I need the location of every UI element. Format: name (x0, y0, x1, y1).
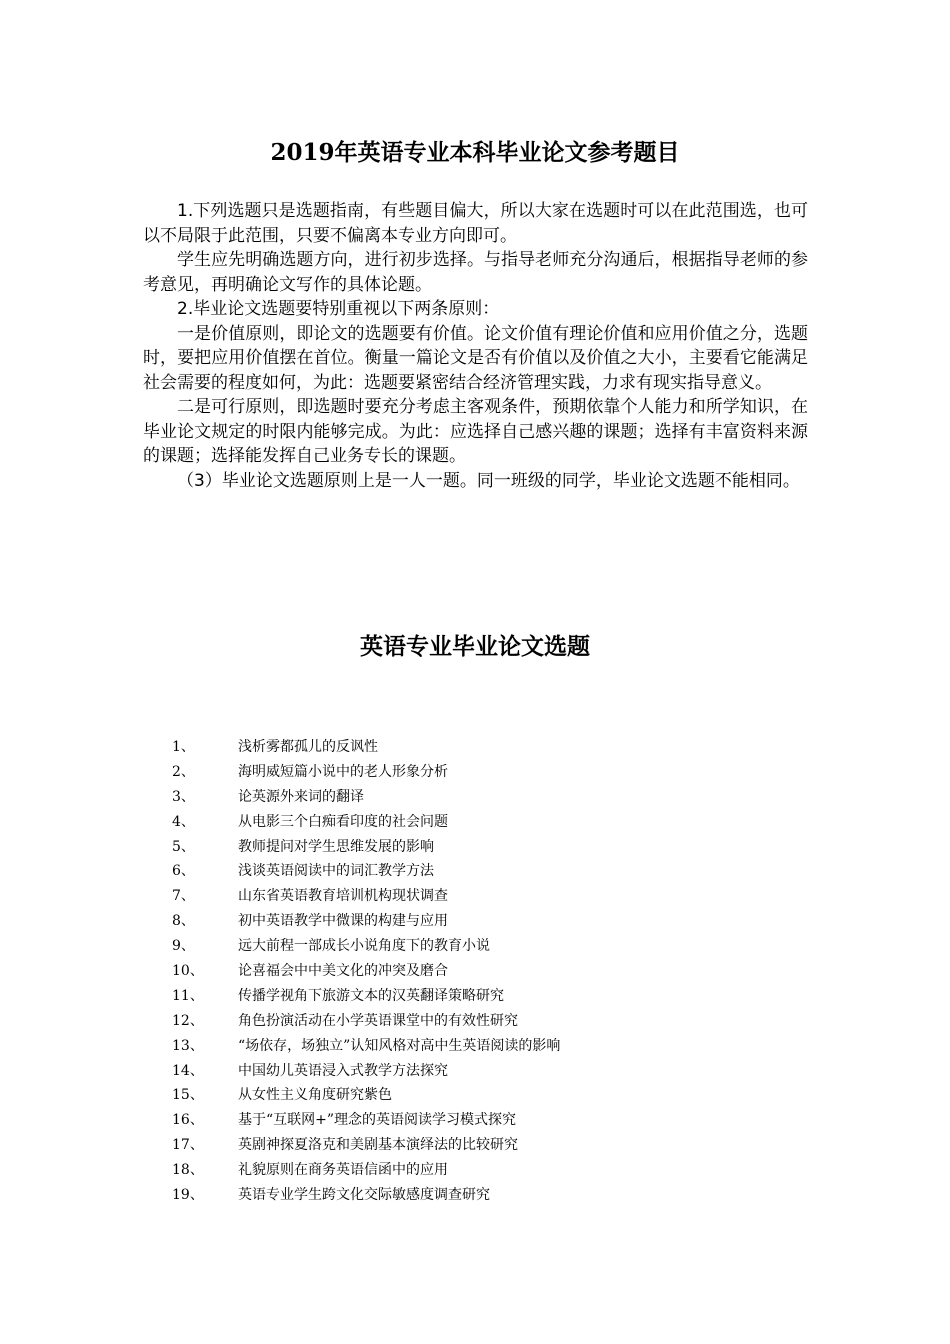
list-item-text: 中国幼儿英语浸入式教学方法探究 (238, 1062, 448, 1079)
list-item-text: “场依存，场独立”认知风格对高中生英语阅读的影响 (238, 1037, 561, 1054)
list-item-text: 海明威短篇小说中的老人形象分析 (238, 763, 448, 780)
list-item-number: 19、 (172, 1187, 204, 1204)
list-item (172, 1009, 732, 1034)
list-item (172, 760, 732, 785)
list-item-text: 教师提问对学生思维发展的影响 (238, 838, 434, 855)
list-item (172, 1158, 732, 1183)
list-item-text: 山东省英语教育培训机构现状调查 (238, 888, 448, 905)
list-item (172, 934, 732, 959)
list-item-number: 2、 (172, 763, 195, 780)
intro-paragraph: 学生应先明确选题方向，进行初步选择。与指导老师充分沟通后，根据指导老师的参考意见，再明确论文写作的具体论题。 (143, 250, 808, 295)
list-item-number: 4、 (172, 813, 195, 830)
list-item-number: 5、 (172, 838, 195, 855)
list-item (172, 1108, 732, 1133)
list-item (172, 959, 732, 984)
list-item (172, 909, 732, 934)
list-item-text: 从女性主义角度研究紫色 (238, 1087, 392, 1104)
list-item (172, 859, 732, 884)
list-item-number: 18、 (172, 1162, 204, 1179)
intro-paragraph: 1.下列选题只是选题指南，有些题目偏大，所以大家在选题时可以在此范围选，也可以不局限于此范围，只要不偏离本专业方向即可。 (143, 201, 808, 246)
list-item (172, 1183, 732, 1208)
intro-section (143, 199, 808, 493)
list-item (172, 984, 732, 1009)
intro-paragraph: 二是可行原则，即选题时要充分考虑主客观条件，预期依靠个人能力和所学知识，在毕业论文规定的时限内能够完成。为此：应选择自己感兴趣的课题；选择有丰富资料来源的课题；选择能发挥自己业务专长的课题。 (143, 397, 808, 466)
list-item-number: 3、 (172, 788, 195, 805)
list-item-number: 14、 (172, 1062, 204, 1079)
intro-paragraph: 一是价值原则，即论文的选题要有价值。论文价值有理论价值和应用价值之分，选题时，要把应用价值摆在首位。衡量一篇论文是否有价值以及价值之大小，主要看它能满足社会需要的程度如何，为此：选题要紧密结合经济管理实践，力求有现实指导意义。 (143, 323, 808, 393)
list-item-number: 6、 (172, 863, 195, 880)
list-item-number: 15、 (172, 1087, 204, 1104)
list-item-text: 论英源外来词的翻译 (238, 788, 364, 805)
list-item-text: 论喜福会中中美文化的冲突及磨合 (238, 963, 448, 980)
list-item (172, 735, 732, 760)
list-item-text: 从电影三个白痴看印度的社会问题 (238, 813, 448, 830)
list-item (172, 810, 732, 835)
list-item-text: 礼貌原则在商务英语信函中的应用 (238, 1162, 448, 1179)
list-item-text: 浅析雾都孤儿的反讽性 (238, 739, 378, 755)
list-item-number: 13、 (172, 1037, 204, 1054)
list-item (172, 1133, 732, 1158)
list-item-number: 16、 (172, 1112, 204, 1129)
list-item-number: 12、 (172, 1012, 204, 1029)
list-item-number: 8、 (172, 913, 195, 930)
list-item-text: 英剧神探夏洛克和美剧基本演绎法的比较研究 (238, 1137, 518, 1154)
list-item (172, 1083, 732, 1108)
list-item (172, 884, 732, 909)
list-item-text: 浅谈英语阅读中的词汇教学方法 (238, 863, 434, 880)
list-item-text: 传播学视角下旅游文本的汉英翻译策略研究 (238, 987, 504, 1004)
list-item (172, 1034, 732, 1059)
topic-list-title: 英语专业毕业论文选题 (360, 633, 590, 660)
topic-list (172, 735, 732, 1208)
list-item (172, 785, 732, 810)
list-item-number: 10、 (172, 963, 204, 980)
intro-paragraph: （3）毕业论文选题原则上是一人一题。同一班级的同学，毕业论文选题不能相同。 (177, 470, 800, 491)
list-item-number: 11、 (172, 987, 204, 1004)
list-item-number: 1、 (172, 739, 195, 755)
list-item-text: 远大前程一部成长小说角度下的教育小说 (238, 938, 490, 955)
list-item-number: 17、 (172, 1137, 204, 1154)
list-item (172, 835, 732, 860)
list-item-text: 初中英语教学中微课的构建与应用 (238, 913, 448, 930)
intro-paragraph: 2.毕业论文选题要特别重视以下两条原则： (177, 299, 500, 319)
page-title: 2019年英语专业本科毕业论文参考题目 (270, 139, 680, 166)
list-item-number: 7、 (172, 888, 195, 905)
list-item-text: 基于“互联网+”理念的英语阅读学习模式探究 (238, 1112, 517, 1129)
list-item-number: 9、 (172, 938, 195, 955)
list-item-text: 英语专业学生跨文化交际敏感度调查研究 (238, 1187, 490, 1204)
list-item (172, 1059, 732, 1084)
list-item-text: 角色扮演活动在小学英语课堂中的有效性研究 (238, 1012, 518, 1029)
